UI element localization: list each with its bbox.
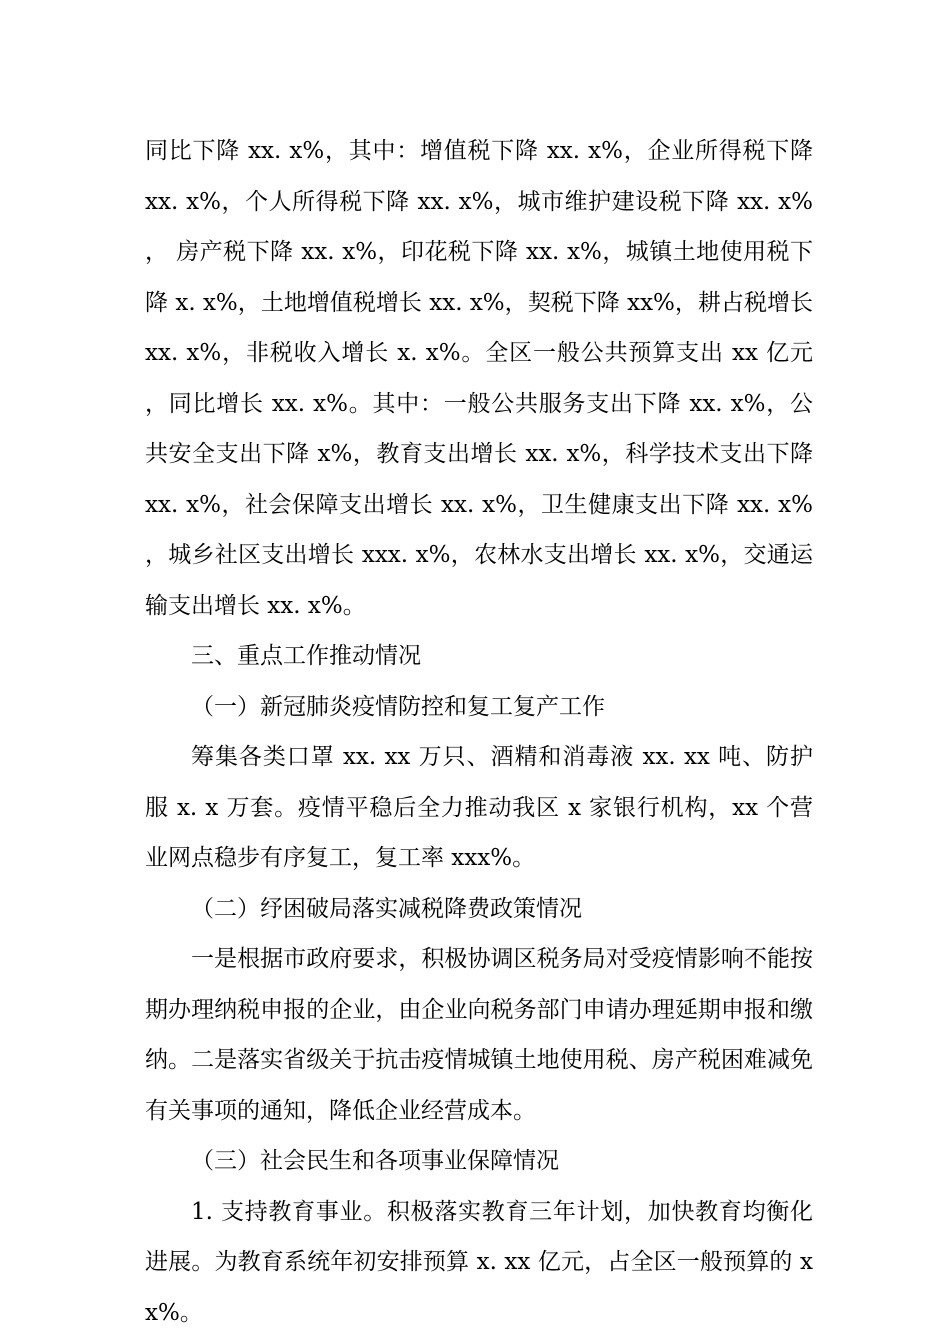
paragraph-epidemic-supplies: 筹集各类口罩 xx. xx 万只、酒精和消毒液 xx. xx 吨、防护服 x. x 万套。疫情平稳后全力推动我区 x 家银行机构，xx 个营业网点稳步有序复工，复工率 xxx%。	[145, 744, 813, 871]
subsection-heading-social-welfare: （三）社会民生和各项事业保障情况	[191, 1148, 559, 1174]
subsection-heading-tax-reduction: （二）纾困破局落实减税降费政策情况	[191, 895, 582, 922]
subsection-heading-epidemic-control: （一）新冠肺炎疫情防控和复工复产工作	[191, 693, 605, 720]
paragraph-budget-continuation: 同比下降 xx. x%，其中：增值税下降 xx. x%，企业所得税下降 xx. x%，个人所得税下降 xx. x%，城市维护建设税下降 xx. x%， 房产税下降 xx. x%，印花税下降 xx. x%，城镇土地使用税下降 x. x%，土地增值税增长 xx. x%，契税下降 xx%，耕占税增长 xx. x%，非税收入增长 x. x%。全区一般公共预算支出 xx 亿元，同比增长 xx. x%。其中：一般公共服务支出下降 xx. x%，公共安全支出下降 x%，教育支出增长 xx. x%，科学技术支出下降 xx. x%，社会保障支出增长 xx. x%，卫生健康支出下降 xx. x%，城乡社区支出增长 xxx. x%，农林水支出增长 xx. x%，交通运输支出增长 xx. x%。	[145, 138, 813, 619]
section-heading-key-work: 三、重点工作推动情况	[191, 643, 421, 669]
paragraph-tax-measures: 一是根据市政府要求，积极协调区税务局对受疫情影响不能按期办理纳税申报的企业，由企业向税务部门申请办理延期申报和缴纳。二是落实省级关于抗击疫情城镇土地使用税、房产税困难减免有关事项的通知，降低企业经营成本。	[145, 946, 813, 1124]
document-body	[145, 126, 813, 1338]
paragraph-education-support: 1. 支持教育事业。积极落实教育三年计划，加快教育均衡化进展。为教育系统年初安排预算 x. xx 亿元，占全区一般预算的 xx%。	[145, 1198, 813, 1326]
